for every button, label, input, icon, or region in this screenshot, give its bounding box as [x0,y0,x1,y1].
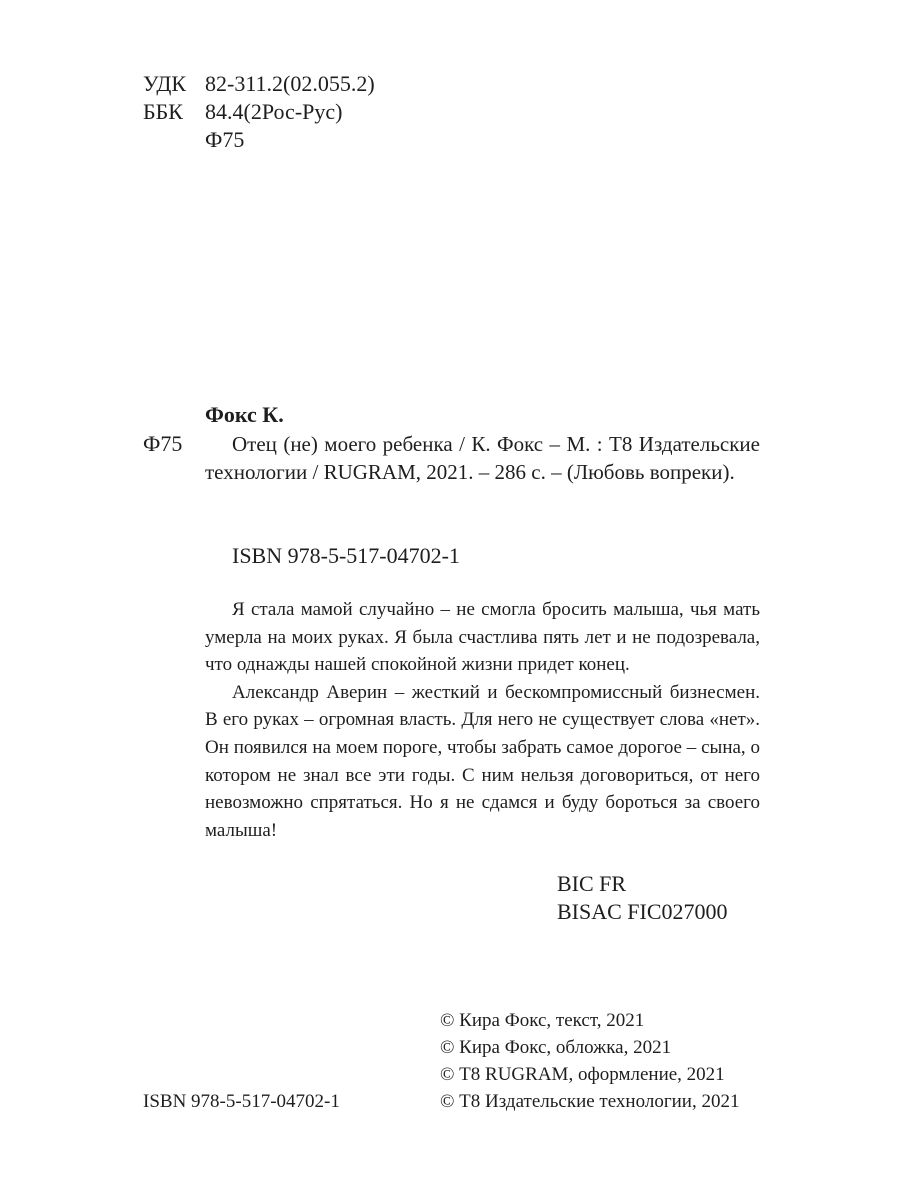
udk-label: УДК [143,71,187,96]
catalog-author: Фокс К. [205,402,284,427]
copyright-line-4: © Т8 Издательские технологии, 2021 [440,1091,740,1112]
bbk-value: 84.4(2Рос-Рус) [205,99,343,124]
catalog-author-mark: Ф75 [143,431,183,456]
author-mark-top: Ф75 [205,127,245,152]
copyright-line-2: © Кира Фокс, обложка, 2021 [440,1037,672,1058]
bbk-label: ББК [143,99,183,124]
bisac-code: BISAC FIC027000 [557,899,728,924]
copyright-line-1: © Кира Фокс, текст, 2021 [440,1010,645,1031]
copyright-line-3: © Т8 RUGRAM, оформление, 2021 [440,1064,725,1085]
footer-isbn: ISBN 978-5-517-04702-1 [143,1091,340,1112]
bic-code: BIC FR [557,871,627,896]
catalog-description: Отец (не) моего ребенка / К. Фокс – М. : Т8 Издательские технологии / RUGRAM, 2021. – 286 с. – (Любовь вопреки). [205,432,760,484]
annotation-paragraph-2: Александр Аверин – жесткий и бескомпромиссный бизнесмен. В его руках – огромная власть. Для него не существует слова «нет». Он появился на моем пороге, чтобы забрать самое дорогое – сына, о котором не знал все эти годы. С ним нельзя договориться, от него невозможно спрятаться. Но я не сдамся и буду бороться за своего малыша! [205,681,760,841]
udk-value: 82-311.2(02.055.2) [205,71,375,96]
catalog-isbn: ISBN 978-5-517-04702-1 [232,543,460,568]
annotation-paragraph-1: Я стала мамой случайно – не смогла бросить малыша, чья мать умерла на моих руках. Я была счастлива пять лет и не подозревала, что однажды нашей спокойной жизни придет конец. [205,599,760,676]
annotation [205,596,760,844]
